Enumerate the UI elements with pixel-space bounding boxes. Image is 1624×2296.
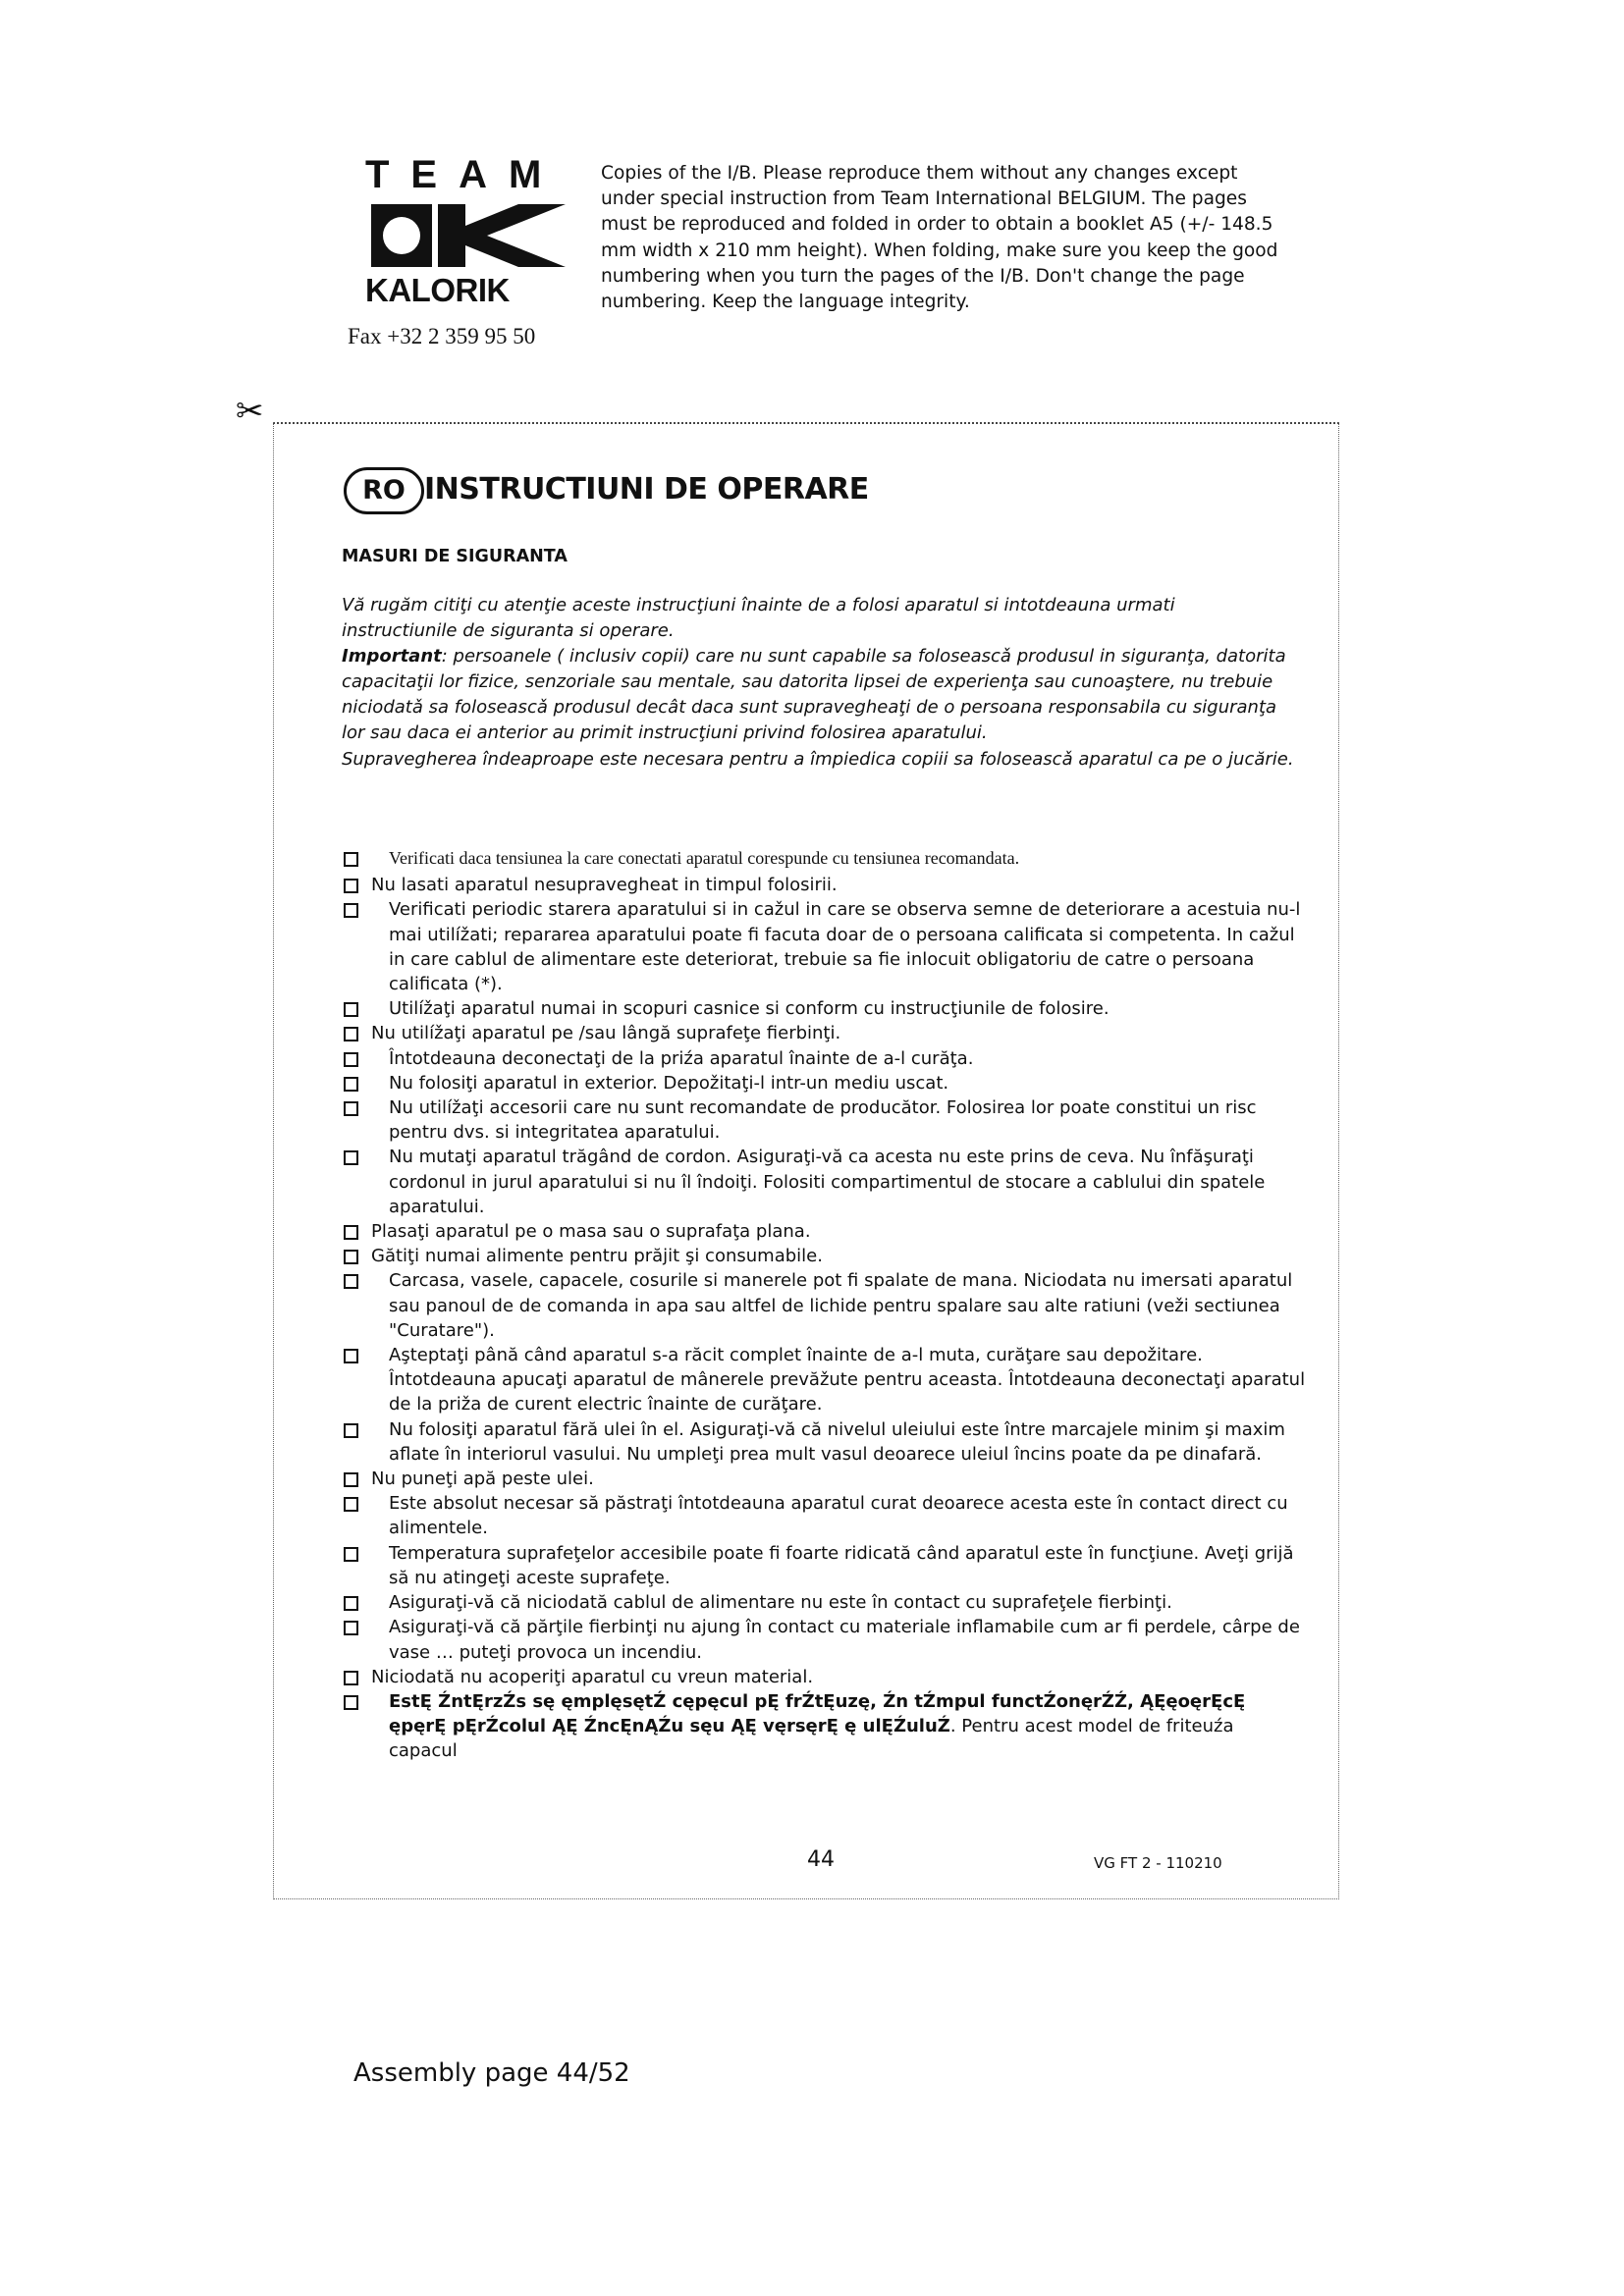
checkbox-bullet-icon — [344, 1695, 358, 1710]
checkbox-bullet-icon — [344, 1472, 358, 1487]
intro-paragraph-3: Supravegherea îndeaproape este necesara pentru a împiedica copiii sa foloseascǎ aparatul ca pe o jucărie. — [342, 748, 1294, 770]
list-item: Întotdeauna deconectaţi de la priźa aparatul înainte de a-l curăţa. — [344, 1046, 1306, 1071]
page-title: INSTRUCTIUNI DE OPERARE — [424, 472, 869, 507]
list-item: Asiguraţi-vă că niciodată cablul de alimentare nu este în contact cu suprafeţele fierbinţi. — [344, 1590, 1306, 1615]
logo-team-text: TEAM — [365, 153, 564, 196]
copies-instructions: Copies of the I/B. Please reproduce them without any changes except under special instruction from Team International BELGIUM. The pages must be reproduced and folded in order to obtain a booklet A5 (+/- 148.5 mm width x 210 mm height). When folding, make sure you keep the good numbering when you turn the pages of the I/B. Don't change the page numbering. Keep the language integrity. — [601, 163, 1278, 313]
checkbox-bullet-icon — [344, 1101, 358, 1116]
logo-kalorik-text: KALORIK — [365, 272, 510, 308]
important-text: : persoanele ( inclusiv copii) care nu sunt capabile sa foloseascǎ produsul in siguranţa, datorita capacitaţii lor fizice, senzoriale sau mentale, sau datorita lipsei de experienţa sau cunoaştere, nu trebuie niciodatǎ sa foloseascǎ produsul decât daca sunt supravegheaţi de o persoana responsabila cu siguranţa lor sau daca ei anterior au primit instrucţiuni privind folosirea aparatului. — [342, 646, 1286, 744]
checkbox-bullet-icon — [344, 1250, 358, 1264]
checkbox-bullet-icon — [344, 1621, 358, 1635]
checkbox-bullet-icon — [344, 1225, 358, 1240]
list-item: Verificati periodic starera aparatului si in cažul in care se observa semne de deteriorare a acestuia nu-l mai utilížati; repararea aparatului poate fi facuta doar de o persoana calificata si competenta. In cažul in care cablul de alimentare este deteriorat, trebuie sa fie inlocuit obligatoriu de catre o persoana calificata (*). — [344, 897, 1306, 996]
checkbox-bullet-icon — [344, 1274, 358, 1289]
list-item: Nu folosiţi aparatul fără ulei în el. Asiguraţi-vă că nivelul uleiului este între marcajele minim şi maxim aflate în interiorul vasului. Nu umpleţi prea mult vasul deoarece uleiul încins poate da pe dinafară. — [344, 1417, 1306, 1467]
important-label: Important — [342, 646, 442, 667]
checkbox-bullet-icon — [344, 1027, 358, 1041]
checkbox-bullet-icon — [344, 1423, 358, 1438]
list-item: Nu utilížaţi accesorii care nu sunt recomandate de producător. Folosirea lor poate constitui un risc pentru dvs. si integritatea aparatului. — [344, 1095, 1306, 1145]
list-item: Gătiţi numai alimente pentru prăjit şi consumabile. — [344, 1244, 1306, 1268]
list-item: Carcasa, vasele, capacele, cosurile si manerele pot fi spalate de mana. Niciodata nu imersati aparatul sau panoul de de comanda in apa sau altfel de lichide pentru spalare sau alte ratiuni (veži sectiunea "Curatare"). — [344, 1268, 1306, 1343]
list-item: Utilížaţi aparatul numai in scopuri casnice si conform cu instrucţiunile de folosire. — [344, 996, 1306, 1021]
checkbox-bullet-icon — [344, 1349, 358, 1363]
checkbox-bullet-icon — [344, 879, 358, 893]
scissors-icon: ✂ — [236, 392, 264, 431]
list-item: Nu lasati aparatul nesupravegheat in timpul folosirii. — [344, 873, 1306, 897]
checkbox-bullet-icon — [344, 1547, 358, 1562]
list-item: Aşteptaţi până când aparatul s-a răcit complet înainte de a-l muta, curăţare sau depožitare. Întotdeauna apucaţi aparatul de mânerele prevăžute pentru aceasta. Întotdeauna deconectaţi aparatul de la priža de curent electric înainte de curăţare. — [344, 1343, 1306, 1417]
list-item: Verificati daca tensiunea la care conectati aparatul corespunde cu tensiunea recomandata. — [344, 846, 1306, 871]
list-item — [344, 1689, 1306, 1764]
section-title: MASURI DE SIGURANTA — [342, 547, 568, 566]
language-badge: RO — [344, 467, 424, 514]
checkbox-bullet-icon — [344, 1671, 358, 1685]
list-item: Nu mutaţi aparatul trăgând de cordon. Asiguraţi-vă ca acesta nu este prins de ceva. Nu înfăşuraţi cordonul in jurul aparatului si nu îl îndoiţi. Folositi compartimentul de stocare a cablului din spatele aparatului. — [344, 1145, 1306, 1219]
fryer-lid-warning-rest: . Pentru acest model de friteuźa capacul — [389, 1716, 1234, 1762]
checkbox-bullet-icon — [344, 1052, 358, 1067]
list-item: Temperatura suprafeţelor accesibile poate fi foarte ridicată când aparatul este în funcţiune. Aveţi grijă să nu atingeţi aceste suprafeţe. — [344, 1541, 1306, 1590]
list-item: Nu folosiţi aparatul in exterior. Depožitaţi-l intr-un mediu uscat. — [344, 1071, 1306, 1095]
checkbox-bullet-icon — [344, 1596, 358, 1611]
checkbox-bullet-icon — [344, 852, 358, 867]
safety-list — [344, 846, 1306, 1764]
document-reference: VG FT 2 - 110210 — [1094, 1854, 1222, 1872]
list-item: Nu utilížaţi aparatul pe /sau lângă suprafeţe fierbinţi. — [344, 1021, 1306, 1045]
fryer-lid-warning-bold: EstĘ ŹntĘrzŹs sę ęmplęsętŹ cępęcul pĘ frŹtĘuzę, Źn tŹmpul functŹonęrŹŹ, ĄĘęoęrĘcĘ ępęrĘ pĘrŹcolul ĄĘ ŹncĘnĄŹu sęu ĄĘ vęrsęrĘ ę ulĘŹuluŹ — [389, 1690, 1246, 1737]
checkbox-bullet-icon — [344, 1002, 358, 1017]
list-item: Este absolut necesar să păstraţi întotdeauna aparatul curat deoarece acesta este în contact direct cu alimentele. — [344, 1491, 1306, 1540]
fax-number: Fax +32 2 359 95 50 — [348, 324, 536, 348]
page-number: 44 — [807, 1847, 835, 1872]
kalorik-k-logo-icon — [371, 202, 568, 271]
checkbox-bullet-icon — [344, 903, 358, 918]
intro-paragraph-2 — [342, 644, 1294, 746]
checkbox-bullet-icon — [344, 1077, 358, 1092]
checkbox-bullet-icon — [344, 1497, 358, 1512]
checkbox-bullet-icon — [344, 1150, 358, 1165]
intro-text — [342, 593, 1294, 773]
list-item: Plasaţi aparatul pe o masa sau o suprafaţa plana. — [344, 1219, 1306, 1244]
list-item: Asiguraţi-vă că părţile fierbinţi nu ajung în contact cu materiale inflamabile cum ar fi perdele, cârpe de vase … puteţi provoca un incendiu. — [344, 1615, 1306, 1664]
list-item: Niciodată nu acoperiţi aparatul cu vreun material. — [344, 1665, 1306, 1689]
kalorik-logo — [365, 155, 571, 322]
list-item: Nu puneţi apă peste ulei. — [344, 1467, 1306, 1491]
intro-paragraph-1: Vă rugăm citiţi cu atenţie aceste instrucţiuni înainte de a folosi aparatul si intotdeauna urmati instructiunile de siguranta si operare. — [342, 595, 1175, 642]
assembly-page-label: Assembly page 44/52 — [353, 2058, 630, 2088]
